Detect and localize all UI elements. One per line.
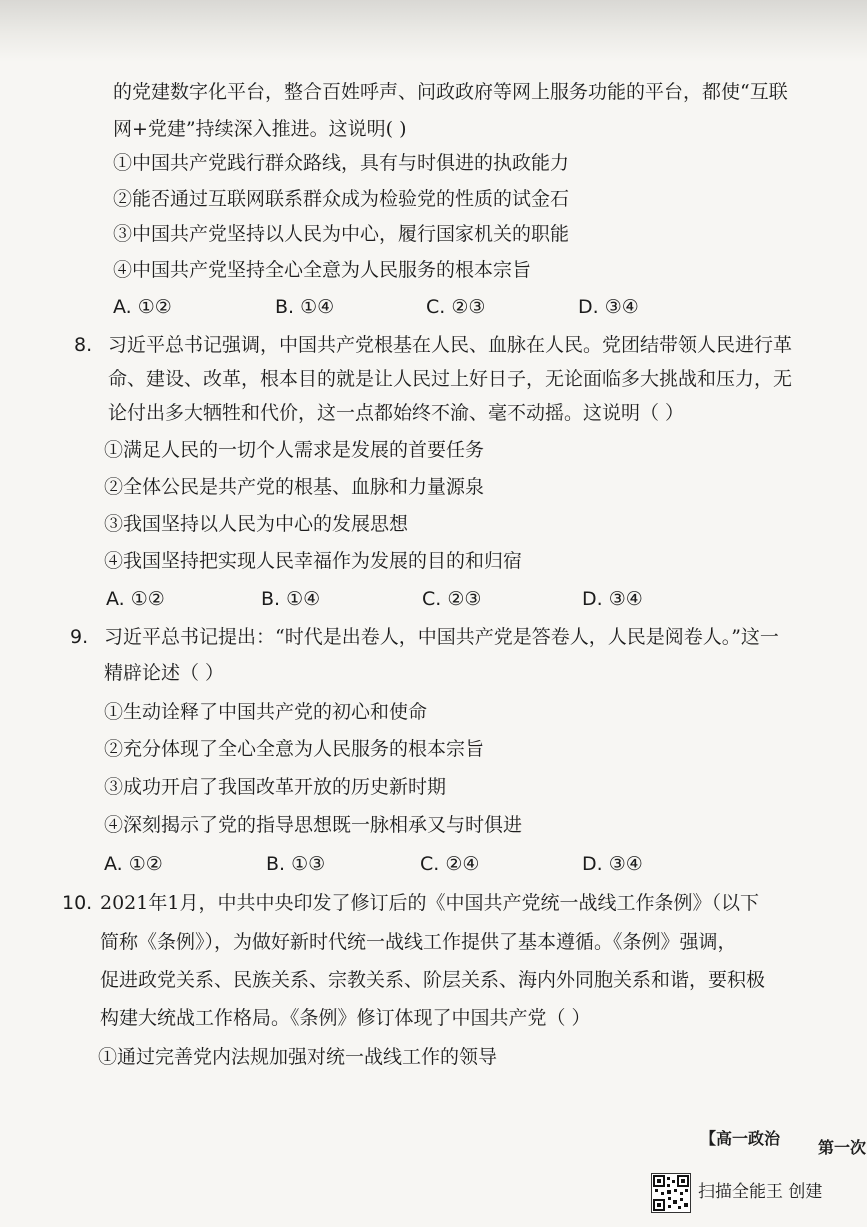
- q8-option-d: D. ③④: [582, 588, 643, 610]
- q8-number: 8.: [74, 334, 93, 356]
- qr-code-icon: [651, 1173, 691, 1213]
- q8-options: [106, 586, 706, 612]
- q9-option-c: C. ②④: [420, 853, 480, 875]
- q10-stem-line-2: 简称《条例》），为做好新时代统一战线工作提供了基本遵循。《条例》强调，: [100, 931, 737, 953]
- scanner-watermark: 扫描全能王 创建: [698, 1182, 823, 1202]
- q7-option-c: C. ②③: [426, 296, 486, 318]
- q8-option-b: B. ①④: [261, 588, 321, 610]
- q9-option-a: A. ①②: [104, 853, 163, 875]
- q7-statement-3: ③中国共产党坚持以人民为中心，履行国家机关的职能: [113, 223, 570, 245]
- q7-statement-4: ④中国共产党坚持全心全意为人民服务的根本宗旨: [113, 259, 532, 281]
- footer-subject-label: 【高一政治: [700, 1129, 781, 1148]
- q8-statement-2: ②全体公民是共产党的根基、血脉和力量源泉: [104, 476, 485, 498]
- q9-statement-4: ④深刻揭示了党的指导思想既一脉相承又与时俱进: [104, 814, 523, 836]
- q7-option-d: D. ③④: [578, 296, 639, 318]
- q8-stem-line-2: 命、建设、改革，根本目的就是让人民过上好日子，无论面临多大挑战和压力，无: [108, 368, 793, 390]
- q9-option-d: D. ③④: [582, 853, 643, 875]
- q7-statement-2: ②能否通过互联网联系群众成为检验党的性质的试金石: [113, 188, 570, 210]
- q10-statement-1: ①通过完善党内法规加强对统一战线工作的领导: [98, 1046, 498, 1068]
- q9-option-b: B. ①③: [266, 853, 326, 875]
- q9-number: 9.: [70, 626, 89, 648]
- q9-statement-2: ②充分体现了全心全意为人民服务的根本宗旨: [104, 738, 485, 760]
- q8-statement-4: ④我国坚持把实现人民幸福作为发展的目的和归宿: [104, 550, 523, 572]
- q10-stem-line-1: 2021年1月，中共中央印发了修订后的《中国共产党统一战线工作条例》（以下: [100, 892, 759, 914]
- q8-stem-line-3: 论付出多大牺牲和代价，这一点都始终不渝、毫不动摇。这说明（ ）: [108, 402, 685, 424]
- q8-statement-3: ③我国坚持以人民为中心的发展思想: [104, 513, 409, 535]
- q9-statement-3: ③成功开启了我国改革开放的历史新时期: [104, 776, 447, 798]
- q10-stem-line-3: 促进政党关系、民族关系、宗教关系、阶层关系、海内外同胞关系和谐，要积极: [100, 969, 766, 991]
- q10-number: 10.: [62, 892, 93, 914]
- q8-option-c: C. ②③: [422, 588, 482, 610]
- q8-option-a: A. ①②: [106, 588, 165, 610]
- q7-option-b: B. ①④: [275, 296, 335, 318]
- footer-page-label: 第一次: [818, 1138, 867, 1157]
- q9-options: [104, 851, 704, 877]
- q7-stem-line-2: 网+党建”持续深入推进。这说明( ): [113, 118, 407, 140]
- q7-option-a: A. ①②: [113, 296, 172, 318]
- q9-stem-line-1: 习近平总书记提出：“时代是出卷人，中国共产党是答卷人，人民是阅卷人。”这一: [104, 626, 779, 648]
- q9-stem-line-2: 精辟论述（ ）: [104, 662, 225, 684]
- q7-options: [113, 294, 713, 320]
- q7-statement-1: ①中国共产党践行群众路线，具有与时俱进的执政能力: [113, 152, 570, 174]
- scan-top-shadow: [0, 0, 867, 62]
- q8-statement-1: ①满足人民的一切个人需求是发展的首要任务: [104, 439, 485, 461]
- q10-stem-line-4: 构建大统战工作格局。《条例》修订体现了中国共产党（ ）: [100, 1007, 591, 1029]
- q8-stem-line-1: 习近平总书记强调，中国共产党根基在人民、血脉在人民。党团结带领人民进行革: [108, 334, 793, 356]
- q7-stem-line-1: 的党建数字化平台，整合百姓呼声、问政政府等网上服务功能的平台，都使“互联: [113, 81, 788, 103]
- q9-statement-1: ①生动诠释了中国共产党的初心和使命: [104, 701, 428, 723]
